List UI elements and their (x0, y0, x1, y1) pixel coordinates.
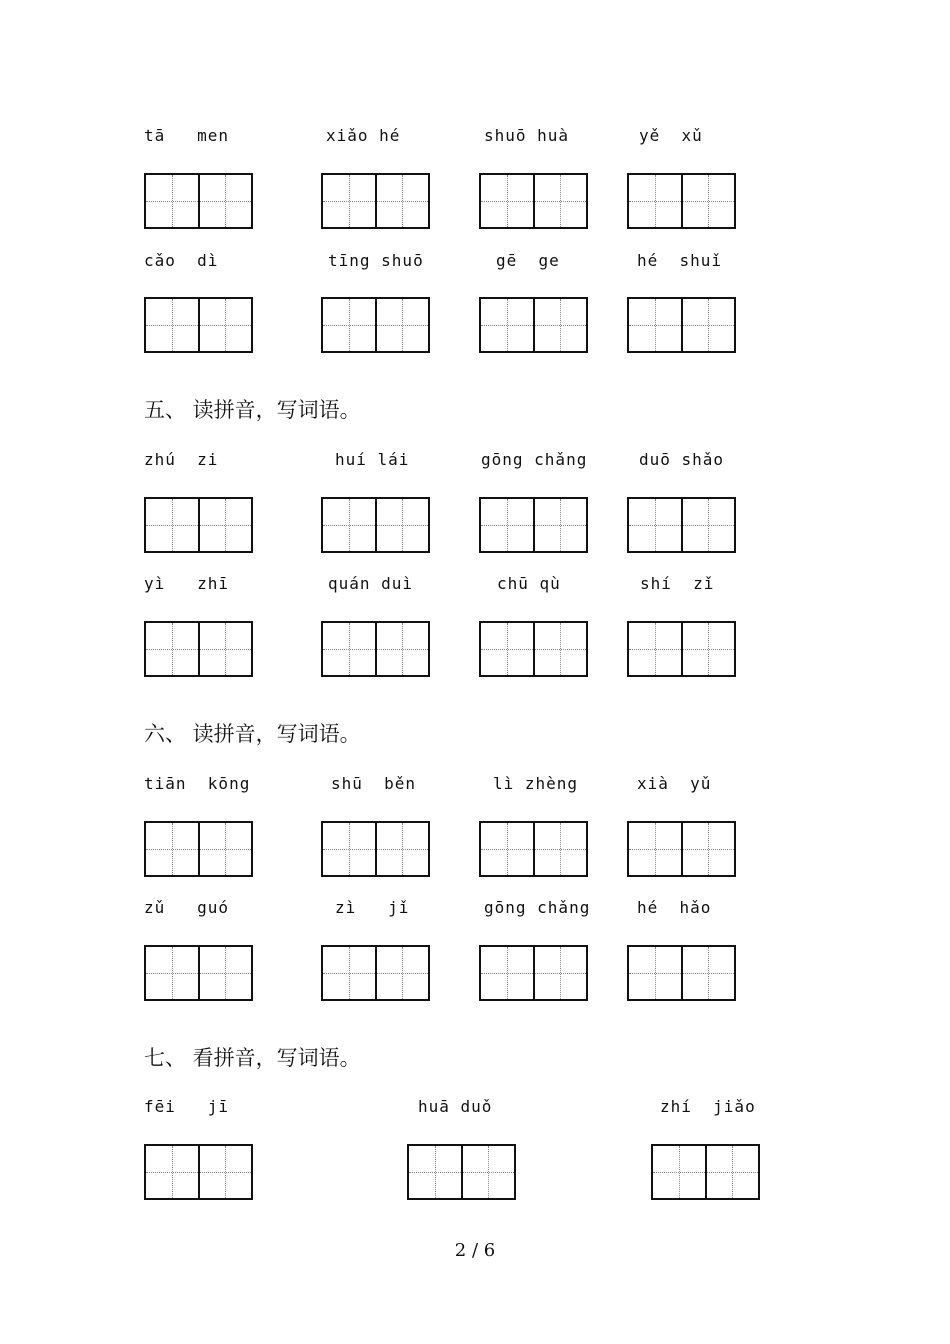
pinyin-label: gōng chǎng (481, 450, 588, 469)
writing-box[interactable] (479, 297, 588, 353)
pinyin-label: xià yǔ (637, 774, 712, 793)
pinyin-label: xiǎo hé (326, 126, 401, 145)
pinyin-label: gē ge (496, 251, 560, 270)
writing-box[interactable] (321, 621, 430, 677)
writing-box[interactable] (479, 497, 588, 553)
writing-box[interactable] (479, 821, 588, 877)
writing-box[interactable] (144, 945, 253, 1001)
pinyin-label: zì jǐ (335, 898, 410, 917)
writing-box[interactable] (627, 497, 736, 553)
pinyin-label: cǎo dì (144, 251, 219, 270)
pinyin-label: zhí jiǎo (660, 1097, 756, 1116)
section-heading: 六、 读拼音，写词语。 (144, 722, 361, 746)
writing-box[interactable] (321, 945, 430, 1001)
pinyin-label: quán duì (328, 574, 414, 593)
pinyin-label: zhú zi (144, 450, 219, 469)
pinyin-label: fēi jī (144, 1097, 230, 1116)
writing-box[interactable] (627, 945, 736, 1001)
writing-box[interactable] (144, 821, 253, 877)
writing-box[interactable] (407, 1144, 516, 1200)
writing-box[interactable] (627, 621, 736, 677)
pinyin-label: duō shǎo (639, 450, 725, 469)
pinyin-label: tā men (144, 126, 230, 145)
writing-box[interactable] (321, 821, 430, 877)
pinyin-label: hé shuǐ (637, 251, 723, 270)
pinyin-label: zǔ guó (144, 898, 230, 917)
pinyin-label: chū qù (497, 574, 561, 593)
writing-box[interactable] (479, 621, 588, 677)
writing-box[interactable] (144, 1144, 253, 1200)
writing-box[interactable] (144, 621, 253, 677)
pinyin-label: huí lái (335, 450, 410, 469)
writing-box[interactable] (627, 173, 736, 229)
writing-box[interactable] (321, 297, 430, 353)
pinyin-label: tīng shuō (328, 251, 424, 270)
writing-box[interactable] (627, 821, 736, 877)
pinyin-label: shū běn (331, 774, 417, 793)
writing-box[interactable] (144, 497, 253, 553)
pinyin-label: tiān kōng (144, 774, 251, 793)
pinyin-label: hé hǎo (637, 898, 712, 917)
page-number: 2 / 6 (454, 1240, 496, 1261)
writing-box[interactable] (321, 497, 430, 553)
pinyin-label: gōng chǎng (484, 898, 591, 917)
writing-box[interactable] (479, 945, 588, 1001)
pinyin-label: huā duǒ (418, 1097, 493, 1116)
section-heading: 五、 读拼音，写词语。 (144, 398, 361, 422)
writing-box[interactable] (627, 297, 736, 353)
pinyin-label: shí zǐ (640, 574, 715, 593)
writing-box[interactable] (651, 1144, 760, 1200)
pinyin-label: shuō huà (484, 126, 570, 145)
pinyin-label: yě xǔ (639, 126, 703, 145)
pinyin-label: yì zhī (144, 574, 230, 593)
writing-box[interactable] (144, 173, 253, 229)
section-heading: 七、 看拼音，写词语。 (144, 1046, 361, 1070)
writing-box[interactable] (321, 173, 430, 229)
pinyin-label: lì zhèng (493, 774, 579, 793)
writing-box[interactable] (479, 173, 588, 229)
writing-box[interactable] (144, 297, 253, 353)
